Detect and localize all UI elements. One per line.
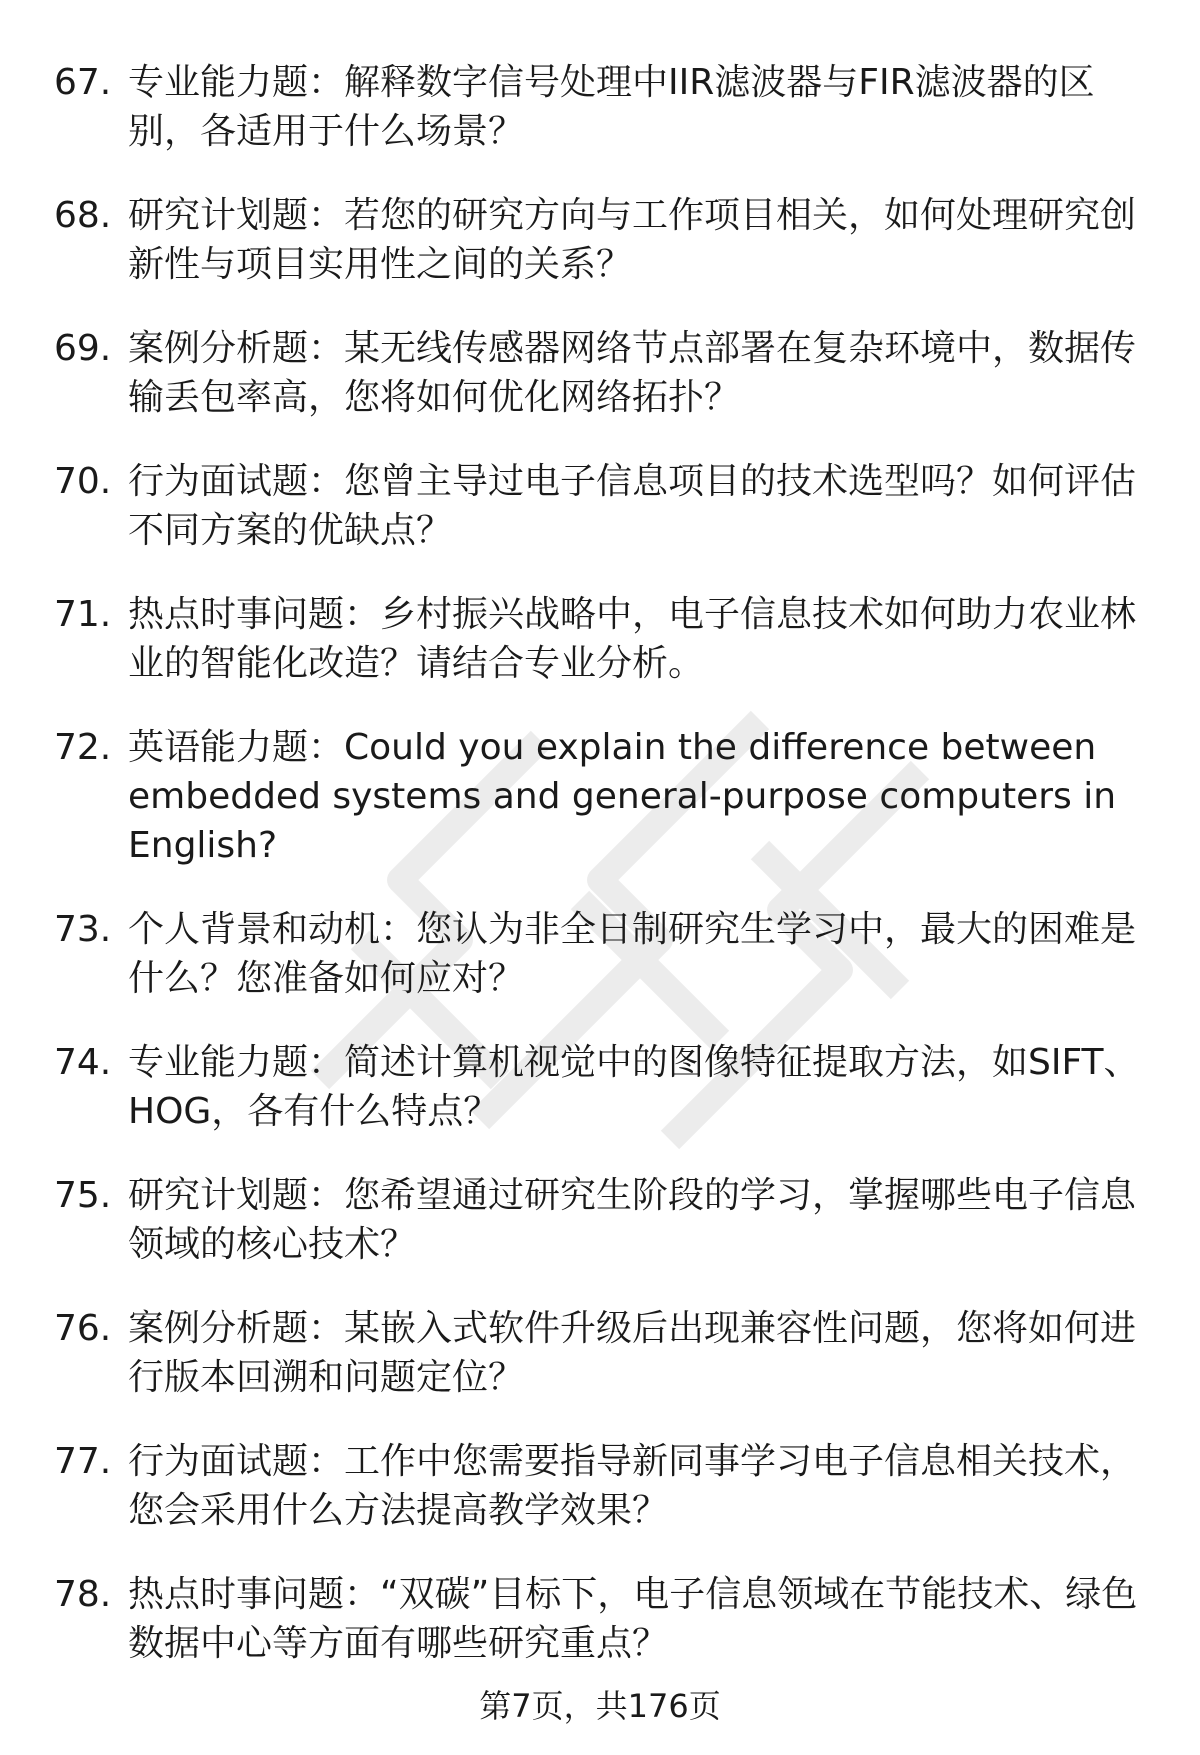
question-text: 案例分析题：某嵌入式软件升级后出现兼容性问题，您将如何进行版本回溯和问题定位？ <box>128 1308 1137 1398</box>
question-text: 英语能力题：Could you explain the difference between embedded systems and general-purpose computers in English? <box>128 727 1117 866</box>
question-item <box>0 191 1200 289</box>
question-text: 行为面试题：您曾主导过电子信息项目的技术选型吗？如何评估不同方案的优缺点？ <box>128 461 1137 551</box>
question-text: 热点时事问题：“双碳”目标下，电子信息领域在节能技术、绿色数据中心等方面有哪些研究重点？ <box>128 1574 1138 1664</box>
question-number: 71. <box>54 594 112 635</box>
question-item <box>0 58 1200 156</box>
question-item <box>0 723 1200 870</box>
question-text: 研究计划题：若您的研究方向与工作项目相关，如何处理研究创新性与项目实用性之间的关系？ <box>128 195 1137 285</box>
question-item <box>0 324 1200 422</box>
question-text: 研究计划题：您希望通过研究生阶段的学习，掌握哪些电子信息领域的核心技术？ <box>128 1175 1137 1265</box>
question-item <box>0 1304 1200 1402</box>
page-number-label: 第7页，共176页 <box>479 1687 721 1725</box>
question-item <box>0 457 1200 555</box>
question-number: 77. <box>54 1441 112 1482</box>
question-item <box>0 1570 1200 1668</box>
question-number: 74. <box>54 1042 112 1083</box>
question-number: 73. <box>54 909 112 950</box>
question-number: 68. <box>54 195 112 236</box>
question-text: 热点时事问题：乡村振兴战略中，电子信息技术如何助力农业林业的智能化改造？请结合专业分析。 <box>128 594 1137 684</box>
question-list <box>0 58 1200 1703</box>
question-number: 76. <box>54 1308 112 1349</box>
question-item <box>0 1038 1200 1136</box>
question-text: 专业能力题：简述计算机视觉中的图像特征提取方法，如SIFT、HOG，各有什么特点？ <box>128 1042 1140 1132</box>
question-item <box>0 1437 1200 1535</box>
question-text: 行为面试题：工作中您需要指导新同事学习电子信息相关技术，您会采用什么方法提高教学效果？ <box>128 1441 1137 1531</box>
question-text: 案例分析题：某无线传感器网络节点部署在复杂环境中，数据传输丢包率高，您将如何优化网络拓扑？ <box>128 328 1137 418</box>
question-item <box>0 905 1200 1003</box>
question-text: 个人背景和动机：您认为非全日制研究生学习中，最大的困难是什么？您准备如何应对？ <box>128 909 1137 999</box>
question-number: 75. <box>54 1175 112 1216</box>
question-number: 78. <box>54 1574 112 1615</box>
question-number: 69. <box>54 328 112 369</box>
question-number: 72. <box>54 727 112 768</box>
page-footer <box>0 1686 1200 1726</box>
question-item <box>0 590 1200 688</box>
question-item <box>0 1171 1200 1269</box>
question-number: 67. <box>54 62 112 103</box>
question-number: 70. <box>54 461 112 502</box>
question-text: 专业能力题：解释数字信号处理中IIR滤波器与FIR滤波器的区别，各适用于什么场景？ <box>128 62 1095 152</box>
